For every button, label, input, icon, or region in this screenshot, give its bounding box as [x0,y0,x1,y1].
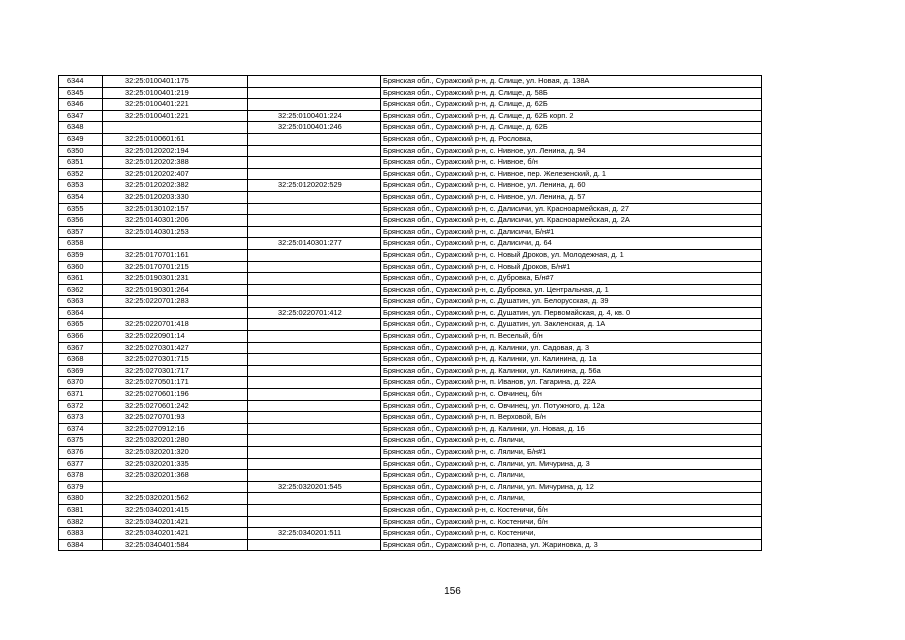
linked-cadastral-number-cell [248,87,381,99]
cadastral-number-cell: 32:25:0320201:562 [103,493,248,505]
record-number-cell: 6352 [59,168,103,180]
record-number-cell: 6377 [59,458,103,470]
linked-cadastral-number-cell [248,331,381,343]
linked-cadastral-number-cell: 32:25:0140301:277 [248,238,381,250]
record-number-cell: 6368 [59,354,103,366]
table-row [59,528,762,540]
record-number-cell: 6356 [59,215,103,227]
address-cell: Брянская обл., Суражский р-н, с. Ляличи, ул. Мичурина, д. 12 [381,481,762,493]
address-cell: Брянская обл., Суражский р-н, с. Нивное, ул. Ленина, д. 60 [381,180,762,192]
cadastral-number-cell: 32:25:0120202:194 [103,145,248,157]
cadastral-number-cell [103,122,248,134]
cadastral-number-cell: 32:25:0140301:253 [103,226,248,238]
record-number-cell: 6365 [59,319,103,331]
cadastral-number-cell: 32:25:0220701:418 [103,319,248,331]
cadastral-number-cell: 32:25:0170701:215 [103,261,248,273]
cadastral-number-cell: 32:25:0270601:242 [103,400,248,412]
linked-cadastral-number-cell [248,342,381,354]
cadastral-number-cell: 32:25:0220901:14 [103,331,248,343]
address-cell: Брянская обл., Суражский р-н, с. Душатин, ул. Первомайская, д. 4, кв. 0 [381,307,762,319]
address-cell: Брянская обл., Суражский р-н, д. Слище, д. 62Б [381,122,762,134]
linked-cadastral-number-cell [248,504,381,516]
address-cell: Брянская обл., Суражский р-н, с. Овчинец, ул. Потужного, д. 12а [381,400,762,412]
cadastral-number-cell: 32:25:0270701:93 [103,412,248,424]
cadastral-number-cell: 32:25:0340201:421 [103,516,248,528]
table-row [59,180,762,192]
cadastral-number-cell: 32:25:0220701:283 [103,296,248,308]
cadastral-number-cell: 32:25:0340201:415 [103,504,248,516]
record-number-cell: 6369 [59,365,103,377]
record-number-cell: 6362 [59,284,103,296]
record-number-cell: 6344 [59,76,103,88]
table-row [59,354,762,366]
cadastral-number-cell: 32:25:0270301:717 [103,365,248,377]
records-table [58,75,762,551]
linked-cadastral-number-cell [248,168,381,180]
record-number-cell: 6383 [59,528,103,540]
cadastral-number-cell [103,481,248,493]
table-row [59,99,762,111]
table-row [59,215,762,227]
table-row [59,261,762,273]
table-row [59,76,762,88]
cadastral-number-cell: 32:25:0100401:219 [103,87,248,99]
address-cell: Брянская обл., Суражский р-н, д. Слище, д. 62Б [381,99,762,111]
linked-cadastral-number-cell [248,157,381,169]
record-number-cell: 6372 [59,400,103,412]
record-number-cell: 6382 [59,516,103,528]
address-cell: Брянская обл., Суражский р-н, с. Ляличи, [381,470,762,482]
record-number-cell: 6355 [59,203,103,215]
record-number-cell: 6371 [59,389,103,401]
table-row [59,377,762,389]
table-row [59,331,762,343]
table-row [59,412,762,424]
address-cell: Брянская обл., Суражский р-н, д. Калинки, ул. Новая, д. 16 [381,423,762,435]
record-number-cell: 6351 [59,157,103,169]
record-number-cell: 6384 [59,539,103,551]
address-cell: Брянская обл., Суражский р-н, с. Далисичи, ул. Красноармейская, д. 2А [381,215,762,227]
linked-cadastral-number-cell [248,203,381,215]
linked-cadastral-number-cell [248,284,381,296]
linked-cadastral-number-cell [248,249,381,261]
address-cell: Брянская обл., Суражский р-н, с. Овчинец, б/н [381,389,762,401]
cadastral-number-cell: 32:25:0190301:264 [103,284,248,296]
linked-cadastral-number-cell [248,215,381,227]
linked-cadastral-number-cell [248,412,381,424]
address-cell: Брянская обл., Суражский р-н, п. Верховой, Б/н [381,412,762,424]
record-number-cell: 6375 [59,435,103,447]
address-cell: Брянская обл., Суражский р-н, с. Ляличи, ул. Мичурина, д. 3 [381,458,762,470]
cadastral-number-cell: 32:25:0100401:175 [103,76,248,88]
address-cell: Брянская обл., Суражский р-н, с. Ляличи, [381,435,762,447]
linked-cadastral-number-cell [248,458,381,470]
record-number-cell: 6349 [59,133,103,145]
cadastral-number-cell: 32:25:0130102:157 [103,203,248,215]
table-row [59,539,762,551]
table-row [59,400,762,412]
cadastral-number-cell: 32:25:0320201:335 [103,458,248,470]
cadastral-number-cell [103,307,248,319]
address-cell: Брянская обл., Суражский р-н, с. Новый Дроков, Б/н#1 [381,261,762,273]
linked-cadastral-number-cell [248,400,381,412]
cadastral-number-cell: 32:25:0100401:221 [103,110,248,122]
linked-cadastral-number-cell: 32:25:0340201:511 [248,528,381,540]
table-row [59,145,762,157]
table-row [59,157,762,169]
table-row [59,203,762,215]
linked-cadastral-number-cell [248,423,381,435]
cadastral-number-cell: 32:25:0120203:330 [103,191,248,203]
table-row [59,504,762,516]
cadastral-number-cell: 32:25:0100601:61 [103,133,248,145]
address-cell: Брянская обл., Суражский р-н, с. Нивное, б/н [381,157,762,169]
linked-cadastral-number-cell: 32:25:0100401:246 [248,122,381,134]
table-row [59,110,762,122]
cadastral-number-cell: 32:25:0120202:382 [103,180,248,192]
linked-cadastral-number-cell [248,435,381,447]
record-number-cell: 6364 [59,307,103,319]
table-row [59,458,762,470]
cadastral-number-cell: 32:25:0320201:280 [103,435,248,447]
linked-cadastral-number-cell [248,389,381,401]
address-cell: Брянская обл., Суражский р-н, с. Нивное, ул. Ленина, д. 57 [381,191,762,203]
address-cell: Брянская обл., Суражский р-н, д. Калинки, ул. Садовая, д. 3 [381,342,762,354]
address-cell: Брянская обл., Суражский р-н, с. Душатин, ул. Белорусская, д. 39 [381,296,762,308]
table-row [59,307,762,319]
linked-cadastral-number-cell: 32:25:0100401:224 [248,110,381,122]
linked-cadastral-number-cell [248,273,381,285]
address-cell: Брянская обл., Суражский р-н, д. Рословка, [381,133,762,145]
cadastral-number-cell: 32:25:0190301:231 [103,273,248,285]
record-number-cell: 6347 [59,110,103,122]
table-row [59,342,762,354]
linked-cadastral-number-cell [248,76,381,88]
record-number-cell: 6379 [59,481,103,493]
record-number-cell: 6361 [59,273,103,285]
linked-cadastral-number-cell [248,470,381,482]
linked-cadastral-number-cell [248,145,381,157]
address-cell: Брянская обл., Суражский р-н, с. Новый Дроков, ул. Молодежная, д. 1 [381,249,762,261]
record-number-cell: 6354 [59,191,103,203]
linked-cadastral-number-cell [248,447,381,459]
table-row [59,249,762,261]
cadastral-number-cell [103,238,248,250]
address-cell: Брянская обл., Суражский р-н, с. Костеничи, б/н [381,516,762,528]
linked-cadastral-number-cell: 32:25:0120202:529 [248,180,381,192]
address-cell: Брянская обл., Суражский р-н, с. Далисичи, Б/н#1 [381,226,762,238]
record-number-cell: 6370 [59,377,103,389]
record-number-cell: 6348 [59,122,103,134]
table-row [59,365,762,377]
linked-cadastral-number-cell [248,516,381,528]
address-cell: Брянская обл., Суражский р-н, с. Лопазна, ул. Жариновка, д. 3 [381,539,762,551]
cadastral-number-cell: 32:25:0270912:16 [103,423,248,435]
linked-cadastral-number-cell [248,191,381,203]
address-cell: Брянская обл., Суражский р-н, с. Костеничи, б/н [381,504,762,516]
record-number-cell: 6381 [59,504,103,516]
linked-cadastral-number-cell [248,493,381,505]
cadastral-number-cell: 32:25:0320201:320 [103,447,248,459]
cadastral-number-cell: 32:25:0270501:171 [103,377,248,389]
record-number-cell: 6367 [59,342,103,354]
address-cell: Брянская обл., Суражский р-н, д. Калинки, ул. Калинина, д. 56а [381,365,762,377]
cadastral-number-cell: 32:25:0340401:584 [103,539,248,551]
record-number-cell: 6376 [59,447,103,459]
table-row [59,284,762,296]
address-cell: Брянская обл., Суражский р-н, с. Далисичи, ул. Красноармейская, д. 27 [381,203,762,215]
address-cell: Брянская обл., Суражский р-н, с. Ляличи, [381,493,762,505]
table-row [59,226,762,238]
records-table-body [59,76,762,551]
table-row [59,273,762,285]
address-cell: Брянская обл., Суражский р-н, п. Иванов, ул. Гагарина, д. 22А [381,377,762,389]
record-number-cell: 6380 [59,493,103,505]
record-number-cell: 6360 [59,261,103,273]
linked-cadastral-number-cell [248,539,381,551]
cadastral-number-cell: 32:25:0340201:421 [103,528,248,540]
address-cell: Брянская обл., Суражский р-н, с. Дубровка, ул. Центральная, д. 1 [381,284,762,296]
address-cell: Брянская обл., Суражский р-н, д. Слище, д. 62Б корп. 2 [381,110,762,122]
record-number-cell: 6353 [59,180,103,192]
address-cell: Брянская обл., Суражский р-н, д. Слище, д. 58Б [381,87,762,99]
table-row [59,423,762,435]
linked-cadastral-number-cell [248,99,381,111]
linked-cadastral-number-cell [248,261,381,273]
record-number-cell: 6374 [59,423,103,435]
cadastral-number-cell: 32:25:0320201:368 [103,470,248,482]
linked-cadastral-number-cell [248,296,381,308]
table-row [59,191,762,203]
table-row [59,516,762,528]
linked-cadastral-number-cell [248,354,381,366]
address-cell: Брянская обл., Суражский р-н, с. Далисичи, д. 64 [381,238,762,250]
record-number-cell: 6346 [59,99,103,111]
record-number-cell: 6363 [59,296,103,308]
linked-cadastral-number-cell [248,226,381,238]
table-row [59,122,762,134]
cadastral-number-cell: 32:25:0270301:715 [103,354,248,366]
record-number-cell: 6358 [59,238,103,250]
address-cell: Брянская обл., Суражский р-н, п. Веселый, б/н [381,331,762,343]
record-number-cell: 6373 [59,412,103,424]
page-number: 156 [444,586,461,597]
table-row [59,133,762,145]
record-number-cell: 6366 [59,331,103,343]
linked-cadastral-number-cell: 32:25:0220701:412 [248,307,381,319]
linked-cadastral-number-cell: 32:25:0320201:545 [248,481,381,493]
address-cell: Брянская обл., Суражский р-н, с. Нивное, пер. Железенский, д. 1 [381,168,762,180]
linked-cadastral-number-cell [248,133,381,145]
table-row [59,470,762,482]
record-number-cell: 6357 [59,226,103,238]
cadastral-number-cell: 32:25:0270301:427 [103,342,248,354]
table-row [59,389,762,401]
record-number-cell: 6359 [59,249,103,261]
table-row [59,168,762,180]
record-number-cell: 6350 [59,145,103,157]
address-cell: Брянская обл., Суражский р-н, с. Костеничи, [381,528,762,540]
address-cell: Брянская обл., Суражский р-н, с. Нивное, ул. Ленина, д. 94 [381,145,762,157]
table-row [59,493,762,505]
linked-cadastral-number-cell [248,365,381,377]
linked-cadastral-number-cell [248,377,381,389]
record-number-cell: 6378 [59,470,103,482]
cadastral-number-cell: 32:25:0120202:407 [103,168,248,180]
cadastral-number-cell: 32:25:0140301:206 [103,215,248,227]
address-cell: Брянская обл., Суражский р-н, д. Слище, ул. Новая, д. 138А [381,76,762,88]
linked-cadastral-number-cell [248,319,381,331]
record-number-cell: 6345 [59,87,103,99]
table-row [59,87,762,99]
cadastral-number-cell: 32:25:0120202:388 [103,157,248,169]
address-cell: Брянская обл., Суражский р-н, с. Дубровка, Б/н#7 [381,273,762,285]
table-row [59,238,762,250]
table-row [59,481,762,493]
cadastral-number-cell: 32:25:0100401:221 [103,99,248,111]
cadastral-number-cell: 32:25:0170701:161 [103,249,248,261]
table-row [59,296,762,308]
table-row [59,319,762,331]
address-cell: Брянская обл., Суражский р-н, с. Душатин, ул. Закленская, д. 1А [381,319,762,331]
address-cell: Брянская обл., Суражский р-н, д. Калинки, ул. Калинина, д. 1а [381,354,762,366]
table-row [59,435,762,447]
cadastral-number-cell: 32:25:0270601:196 [103,389,248,401]
address-cell: Брянская обл., Суражский р-н, с. Ляличи, Б/н#1 [381,447,762,459]
table-row [59,447,762,459]
